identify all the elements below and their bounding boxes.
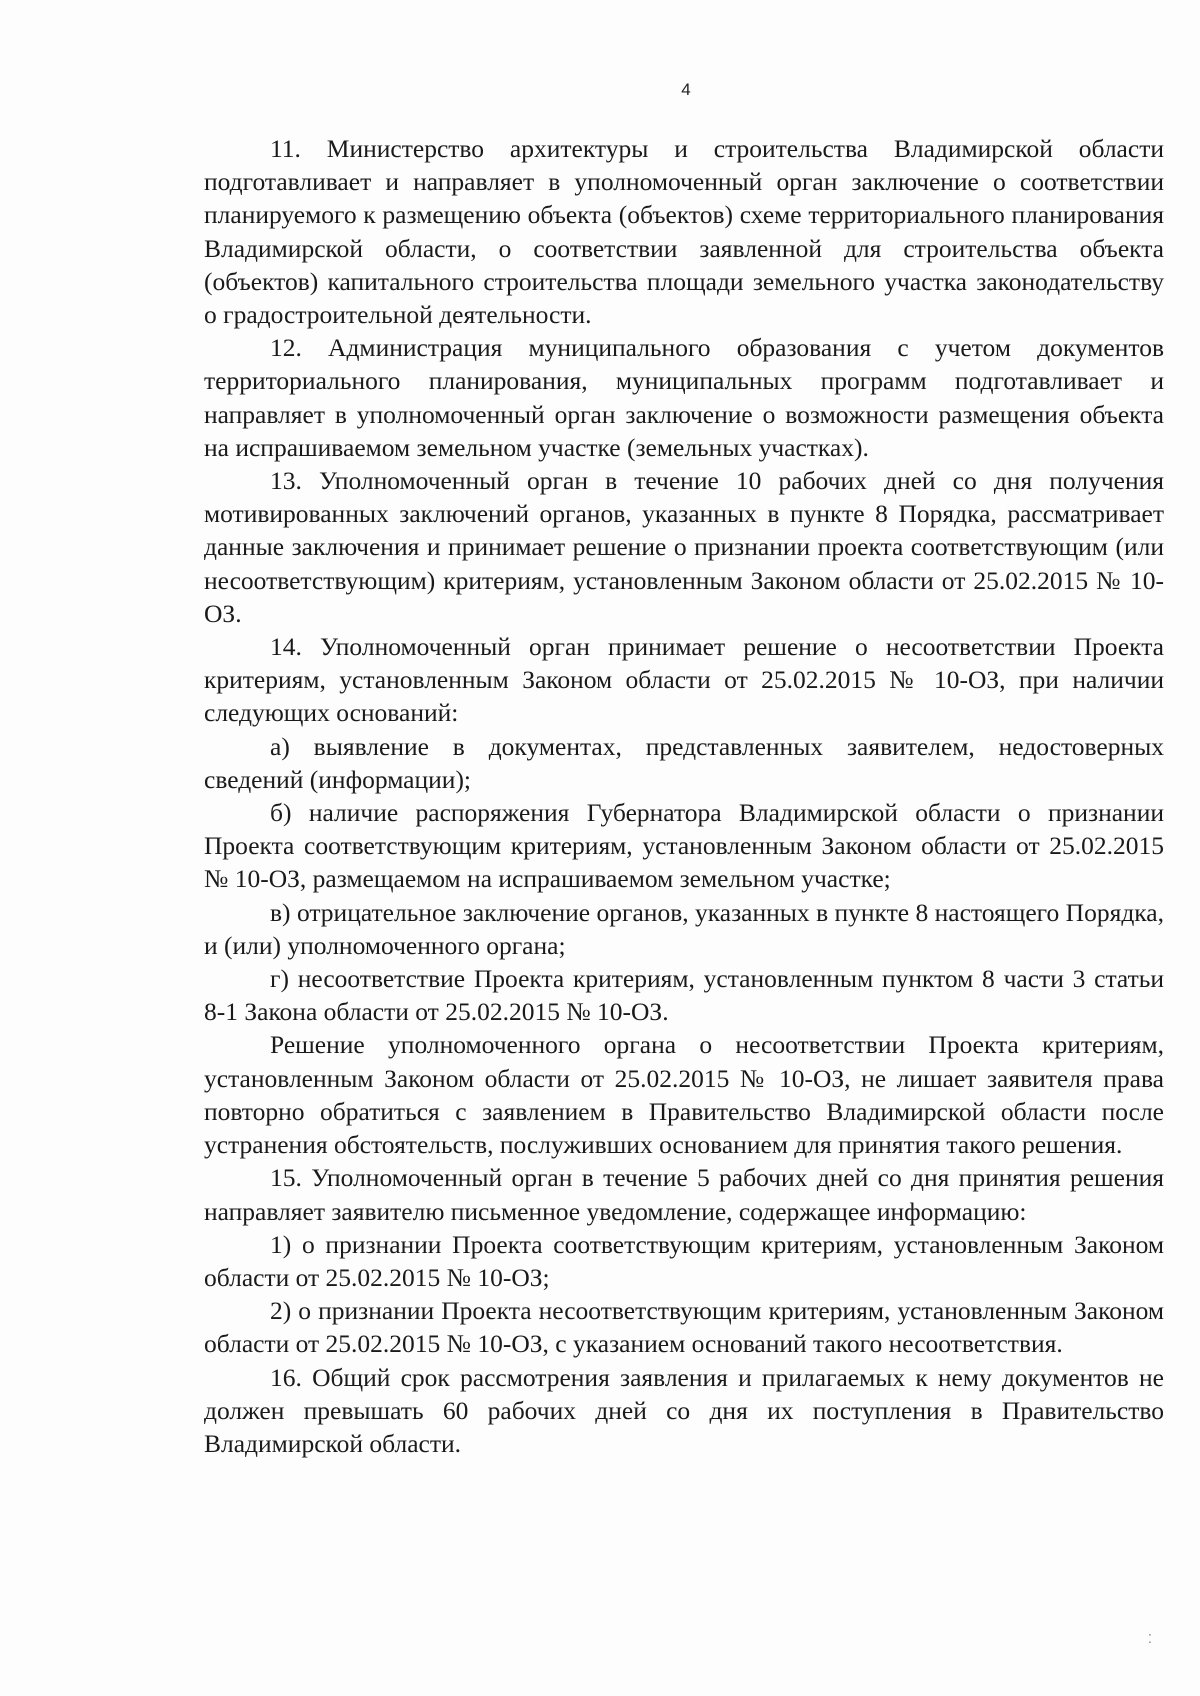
document-body [204,132,1164,1460]
subitem-g: г) несоответствие Проекта критериям, установленным пунктом 8 части 3 статьи 8-1 Закона области от 25.02.2015 № 10-ОЗ. [204,964,1164,1027]
subitem-a: а) выявление в документах, представленных заявителем, недостоверных сведений (информации); [204,731,1164,794]
subitem-v: в) отрицательное заключение органов, указанных в пункте 8 настоящего Порядка, и (или) уполномоченного органа; [204,897,1164,960]
paragraph-11: 11. Министерство архитектуры и строительства Владимирской области подготавливает и направляет в уполномоченный орган заключение о соответствии планируемого к размещению объекта (объектов) схеме территориального планирования Владимирской области, о соответствии заявленной для строительства объекта (объектов) капитального строительства площади земельного участка законодательству о градостроительной деятельности. [204,134,1164,330]
subitem-1: 1) о признании Проекта соответствующим критериям, установленным Законом области от 25.02.2015 № 10-ОЗ; [204,1229,1164,1292]
subitem-b: б) наличие распоряжения Губернатора Владимирской области о признании Проекта соответствующим критериям, установленным Законом области от 25.02.2015 № 10-ОЗ, размещаемом на испрашиваемом земельном участке; [204,798,1164,894]
paragraph-16: 16. Общий срок рассмотрения заявления и прилагаемых к нему документов не должен превышать 60 рабочих дней со дня их поступления в Правительство Владимирской области. [204,1362,1164,1458]
paragraph-15: 15. Уполномоченный орган в течение 5 рабочих дней со дня принятия решения направляет заявителю письменное уведомление, содержащее информацию: [204,1163,1164,1226]
paragraph-decision-note: Решение уполномоченного органа о несоответствии Проекта критериям, установленным Законом области от 25.02.2015 № 10-ОЗ, не лишает заявителя права повторно обратиться с заявлением в Правительство Владимирской области после устранения обстоятельств, послуживших основанием для принятия такого решения. [204,1030,1164,1160]
subitem-2: 2) о признании Проекта несоответствующим критериям, установленным Законом области от 25.02.2015 № 10-ОЗ, с указанием оснований такого несоответствия. [204,1296,1164,1359]
paragraph-12: 12. Администрация муниципального образования с учетом документов территориального планирования, муниципальных программ подготавливает и направляет в уполномоченный орган заключение о возможности размещения объекта на испрашиваемом земельном участке (земельных участках). [204,333,1164,462]
scan-mark: ⁚ [1148,1632,1152,1646]
paragraph-14: 14. Уполномоченный орган принимает решение о несоответствии Проекта критериям, установленным Законом области от 25.02.2015 № 10-ОЗ, при наличии следующих оснований: [204,632,1164,728]
paragraph-13: 13. Уполномоченный орган в течение 10 рабочих дней со дня получения мотивированных заключений органов, указанных в пункте 8 Порядка, рассматривает данные заключения и принимает решение о признании проекта соответствующим (или несоответствующим) критериям, установленным Законом области от 25.02.2015 № 10-ОЗ. [204,466,1164,628]
page-number: 4 [681,80,691,99]
